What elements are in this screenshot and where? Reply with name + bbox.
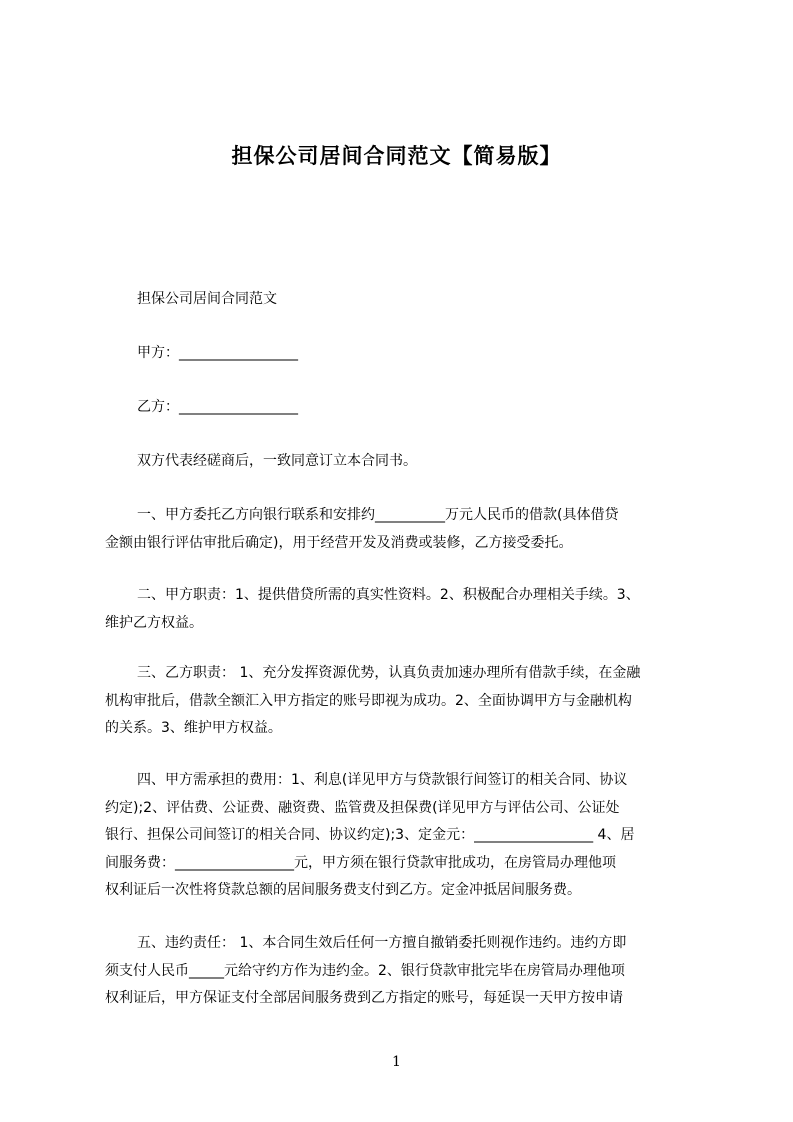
document-title: 担保公司居间合同范文【简易版】 <box>231 144 562 168</box>
clause-4-line: 权利证后一次性将贷款总额的居间服务费支付到乙方。定金冲抵居间服务费。 <box>105 882 581 898</box>
clause-3-line: 三、乙方职责： 1、充分发挥资源优势，认真负责加速办理所有借款手续，在金融 <box>137 665 641 681</box>
clause-5 <box>105 930 699 1013</box>
party-a-line <box>105 340 699 368</box>
clause-2-line: 二、甲方职责：1、提供借贷所需的真实性资料。2、积极配合办理相关手续。3、 <box>137 587 640 603</box>
clause-3 <box>105 660 699 743</box>
clause-3-line: 机构审批后，借款全额汇入甲方指定的账号即视为成功。2、全面协调甲方与金融机构 <box>105 692 632 709</box>
intro-text: 双方代表经磋商后，一致同意订立本合同书。 <box>137 453 417 469</box>
clause-3-line: 的关系。3、维护甲方权益。 <box>105 720 282 736</box>
subtitle <box>105 286 699 314</box>
clause-1 <box>105 502 699 557</box>
clause-5-line: 权利证后，甲方保证支付全部居间服务费到乙方指定的账号，每延误一天甲方按申请 <box>105 990 623 1006</box>
clause-5-line: 须支付人民币_____元给守约方作为违约金。2、银行贷款审批完毕在房管局办理他项 <box>105 962 625 979</box>
clause-2 <box>105 582 699 637</box>
clause-4-line: 间服务费：_________________元，甲方须在银行贷款审批成功，在房管局办理他项 <box>105 854 616 871</box>
clause-4 <box>105 767 699 905</box>
clause-5-line: 五、违约责任： 1、本合同生效后任何一方擅自撤销委托则视作违约。违约方即 <box>137 935 627 951</box>
page-number: 1 <box>392 1054 401 1070</box>
party-b-line <box>105 394 699 422</box>
clause-4-line: 约定);2、评估费、公证费、融资费、监管费及担保费(详见甲方与评估公司、公证处 <box>105 799 620 816</box>
clause-1-line: 金额由银行评估审批后确定)，用于经营开发及消费或装修，乙方接受委托。 <box>105 534 573 551</box>
subtitle-text: 担保公司居间合同范文 <box>137 291 277 307</box>
party-b-text: 乙方：_________________ <box>137 399 298 415</box>
clause-4-line: 银行、担保公司间签订的相关合同、协议约定);3、定金元：_________________ 4、居 <box>105 827 635 843</box>
party-a-text: 甲方：_________________ <box>137 345 298 361</box>
clause-4-line: 四、甲方需承担的费用：1、利息(详见甲方与贷款银行间签订的相关合同、协议 <box>137 772 628 788</box>
clause-1-line: 一、甲方委托乙方向银行联系和安排约__________万元人民币的借款(具体借贷 <box>137 507 619 523</box>
clause-2-line: 维护乙方权益。 <box>105 614 203 631</box>
intro-paragraph <box>105 448 699 476</box>
